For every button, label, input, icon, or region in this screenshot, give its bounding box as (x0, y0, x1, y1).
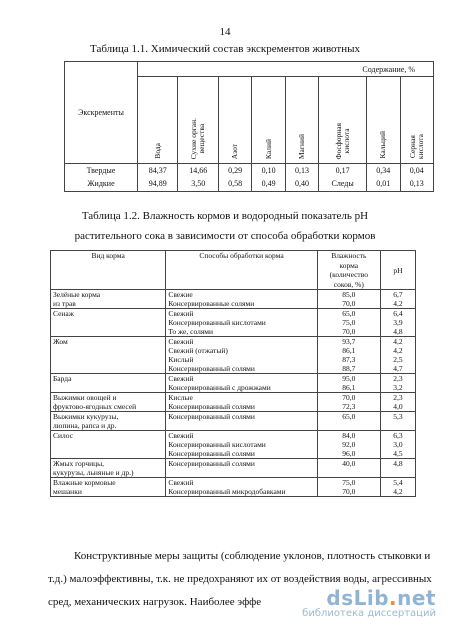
feed-cell (51, 290, 166, 309)
method-cell (166, 431, 317, 459)
cell-line: из трав (53, 299, 76, 308)
cell-line: 6,3 (393, 431, 403, 440)
cell-line: Консервированный солями (168, 364, 255, 373)
table-row (51, 459, 416, 478)
watermark-name: dsLib.net (326, 586, 436, 610)
column-header: Сухие орган. вещества (178, 77, 218, 164)
cell-line: 65,0 (342, 309, 356, 318)
cell-line: 4,7 (393, 364, 403, 373)
cell-line: 70,0 (342, 487, 356, 496)
table-cell: 0,34 (367, 164, 400, 178)
row-label: Твердые (65, 164, 138, 178)
feed-cell (51, 374, 166, 393)
table-row (51, 478, 416, 497)
ph-cell (380, 337, 415, 374)
table-cell: 0,10 (252, 164, 285, 178)
table-cell: 0,17 (319, 164, 367, 178)
cell-line: 4,0 (393, 402, 403, 411)
feed-moisture-table (50, 250, 416, 497)
cell-line: 65,0 (342, 412, 356, 421)
cell-line: Консервированный солями (168, 449, 255, 458)
row-header: Экскременты (65, 62, 138, 164)
cell-line: Консервированные солями (168, 299, 255, 308)
table-row (65, 177, 434, 192)
cell-line: 96,0 (342, 449, 356, 458)
table-cell: 0,04 (400, 164, 433, 178)
method-cell (166, 290, 317, 309)
table-row (51, 337, 416, 374)
cell-line: Консервированный с дрожжами (168, 383, 271, 392)
method-cell (166, 459, 317, 478)
table-cell: 0,49 (252, 177, 285, 192)
cell-line: Кислый (168, 355, 194, 364)
cell-line: Зелёные корма (53, 290, 101, 299)
moisture-cell (317, 431, 380, 459)
cell-line: 93,7 (342, 337, 356, 346)
ph-cell (380, 412, 415, 431)
cell-line: Кислые (168, 393, 193, 402)
cell-line: 2,3 (393, 374, 403, 383)
cell-line: кукурузы, льняные и др.) (53, 468, 134, 477)
cell-line: 3,9 (393, 318, 403, 327)
cell-line: Свежий (168, 337, 194, 346)
cell-line: 4,5 (393, 449, 403, 458)
moisture-cell (317, 290, 380, 309)
table-cell: 0,40 (285, 177, 318, 192)
column-header: Калий (252, 77, 285, 164)
feed-cell (51, 412, 166, 431)
table-cell: 0,13 (400, 177, 433, 192)
moisture-cell (317, 412, 380, 431)
moisture-cell (317, 337, 380, 374)
cell-line: Выжимки кукурузы, (53, 412, 119, 421)
cell-line: 95,0 (342, 374, 356, 383)
table-row (51, 431, 416, 459)
cell-line: Жом (53, 337, 68, 346)
cell-line: 4,2 (393, 299, 403, 308)
column-header: Вода (138, 77, 178, 164)
watermark-subtitle: библиотека диссертаций (302, 608, 436, 619)
cell-line: 4,8 (393, 459, 403, 468)
header-method: Способы обработки корма (166, 251, 317, 290)
cell-line: 4,2 (393, 337, 403, 346)
watermark-logo (302, 586, 436, 619)
cell-line: Свежий (168, 478, 194, 487)
paragraph-line2: т.д.) малоэффективны, т.к. не предохраняют их от воздействия воды, агрессивных (48, 573, 432, 585)
cell-line: 2,3 (393, 393, 403, 402)
ph-cell (380, 309, 415, 337)
table-row (65, 164, 434, 178)
table-row (51, 290, 416, 309)
cell-line: 5,3 (393, 412, 403, 421)
moisture-cell (317, 393, 380, 412)
cell-line: Консервированный солями (168, 402, 255, 411)
header-feed: Вид корма (51, 251, 166, 290)
table-row (51, 393, 416, 412)
cell-line: 4,2 (393, 487, 403, 496)
cell-line: 70,0 (342, 299, 356, 308)
cell-line: Свежий (168, 431, 194, 440)
table-cell: 0,58 (218, 177, 251, 192)
cell-line: 84,0 (342, 431, 356, 440)
cell-line: 3,0 (393, 440, 403, 449)
feed-cell (51, 431, 166, 459)
cell-line: Барда (53, 374, 72, 383)
moisture-cell (317, 309, 380, 337)
cell-line: 2,5 (393, 355, 403, 364)
cell-line: Свежий (168, 374, 194, 383)
cell-line: 86,1 (342, 346, 356, 355)
table-cell: 0,13 (285, 164, 318, 178)
cell-line: 4,2 (393, 346, 403, 355)
cell-line: 70,0 (342, 393, 356, 402)
cell-line: мешанки (53, 487, 82, 496)
method-cell (166, 393, 317, 412)
cell-line: Выжимки овощей и (53, 393, 117, 402)
cell-line: Консервированный кислотами (168, 440, 266, 449)
table-row (51, 309, 416, 337)
cell-line: 75,0 (342, 478, 356, 487)
method-cell (166, 374, 317, 393)
cell-line: 4,8 (393, 327, 403, 336)
cell-line: 70,0 (342, 327, 356, 336)
ph-cell (380, 459, 415, 478)
table-cell: 94,89 (138, 177, 178, 192)
cell-line: Сенаж (53, 309, 74, 318)
cell-line: 87,3 (342, 355, 356, 364)
cell-line: Свежий (отжатый) (168, 346, 228, 355)
feed-cell (51, 309, 166, 337)
cell-line: Консервированный солями (168, 412, 255, 421)
moisture-cell (317, 478, 380, 497)
table-cell: 14,66 (178, 164, 218, 178)
cell-line: 88,7 (342, 364, 356, 373)
cell-line: Влажные кормовые (53, 478, 116, 487)
table2-caption-line1: Таблица 1.2. Влажность кормов и водородный показатель pH (81, 210, 369, 222)
cell-line: 85,0 (342, 290, 356, 299)
cell-line: 3,2 (393, 383, 403, 392)
table-cell: 0,01 (367, 177, 400, 192)
method-cell (166, 478, 317, 497)
ph-cell (380, 393, 415, 412)
feed-cell (51, 337, 166, 374)
row-label: Жидкие (65, 177, 138, 192)
feed-cell (51, 478, 166, 497)
cell-line: 72,3 (342, 402, 356, 411)
column-header: Азот (218, 77, 251, 164)
table-cell: 84,37 (138, 164, 178, 178)
paragraph-line1: Конструктивные меры защиты (соблюдение уклонов, плотность стыковки и (74, 550, 431, 562)
table-cell: Следы (319, 177, 367, 192)
cell-line: 86,1 (342, 383, 356, 392)
cell-line: люпина, рапса и др. (53, 421, 117, 430)
cell-line: 6,7 (393, 290, 403, 299)
cell-line: 6,4 (393, 309, 403, 318)
cell-line: Свежие (168, 290, 193, 299)
ph-cell (380, 290, 415, 309)
method-cell (166, 337, 317, 374)
cell-line: 92,0 (342, 440, 356, 449)
ph-cell (380, 374, 415, 393)
ph-cell (380, 478, 415, 497)
cell-line: 5,4 (393, 478, 403, 487)
cell-line: 75,0 (342, 318, 356, 327)
table-row (51, 412, 416, 431)
table-cell: 0,29 (218, 164, 251, 178)
moisture-cell (317, 374, 380, 393)
cell-line: Консервированный кислотами (168, 318, 266, 327)
table-cell: 3,50 (178, 177, 218, 192)
table2-caption-line2: растительного сока в зависимости от способа обработки кормов (74, 230, 376, 242)
cell-line: Консервированный солями (168, 459, 255, 468)
paragraph-line3: сред, механических нагрузок. Наиболее эффе (48, 596, 262, 608)
cell-line: То же, солями (168, 327, 214, 336)
cell-line: 40,0 (342, 459, 356, 468)
ph-cell (380, 431, 415, 459)
table-row (51, 374, 416, 393)
table1-caption: Таблица 1.1. Химический состав экскрементов животных (90, 43, 360, 55)
cell-line: Свежий (168, 309, 194, 318)
header-moisture: Влажность корма (количество соков, %) (317, 251, 380, 290)
column-header: Фосфорная кислота (319, 77, 367, 164)
page-number: 14 (219, 26, 231, 38)
column-header: Серная кислота (400, 77, 433, 164)
header-ph: pH (380, 251, 415, 290)
method-cell (166, 412, 317, 431)
group-header: Содержание, % (138, 62, 434, 77)
column-header: Магний (285, 77, 318, 164)
cell-line: Жмых горчицы, (53, 459, 105, 468)
cell-line: Консервированный микродобавками (168, 487, 286, 496)
feed-cell (51, 393, 166, 412)
feed-cell (51, 459, 166, 478)
column-header: Кальций (367, 77, 400, 164)
moisture-cell (317, 459, 380, 478)
chemical-composition-table (64, 61, 434, 192)
cell-line: Силос (53, 431, 74, 440)
cell-line: фруктово-ягодных смесей (53, 402, 137, 411)
method-cell (166, 309, 317, 337)
